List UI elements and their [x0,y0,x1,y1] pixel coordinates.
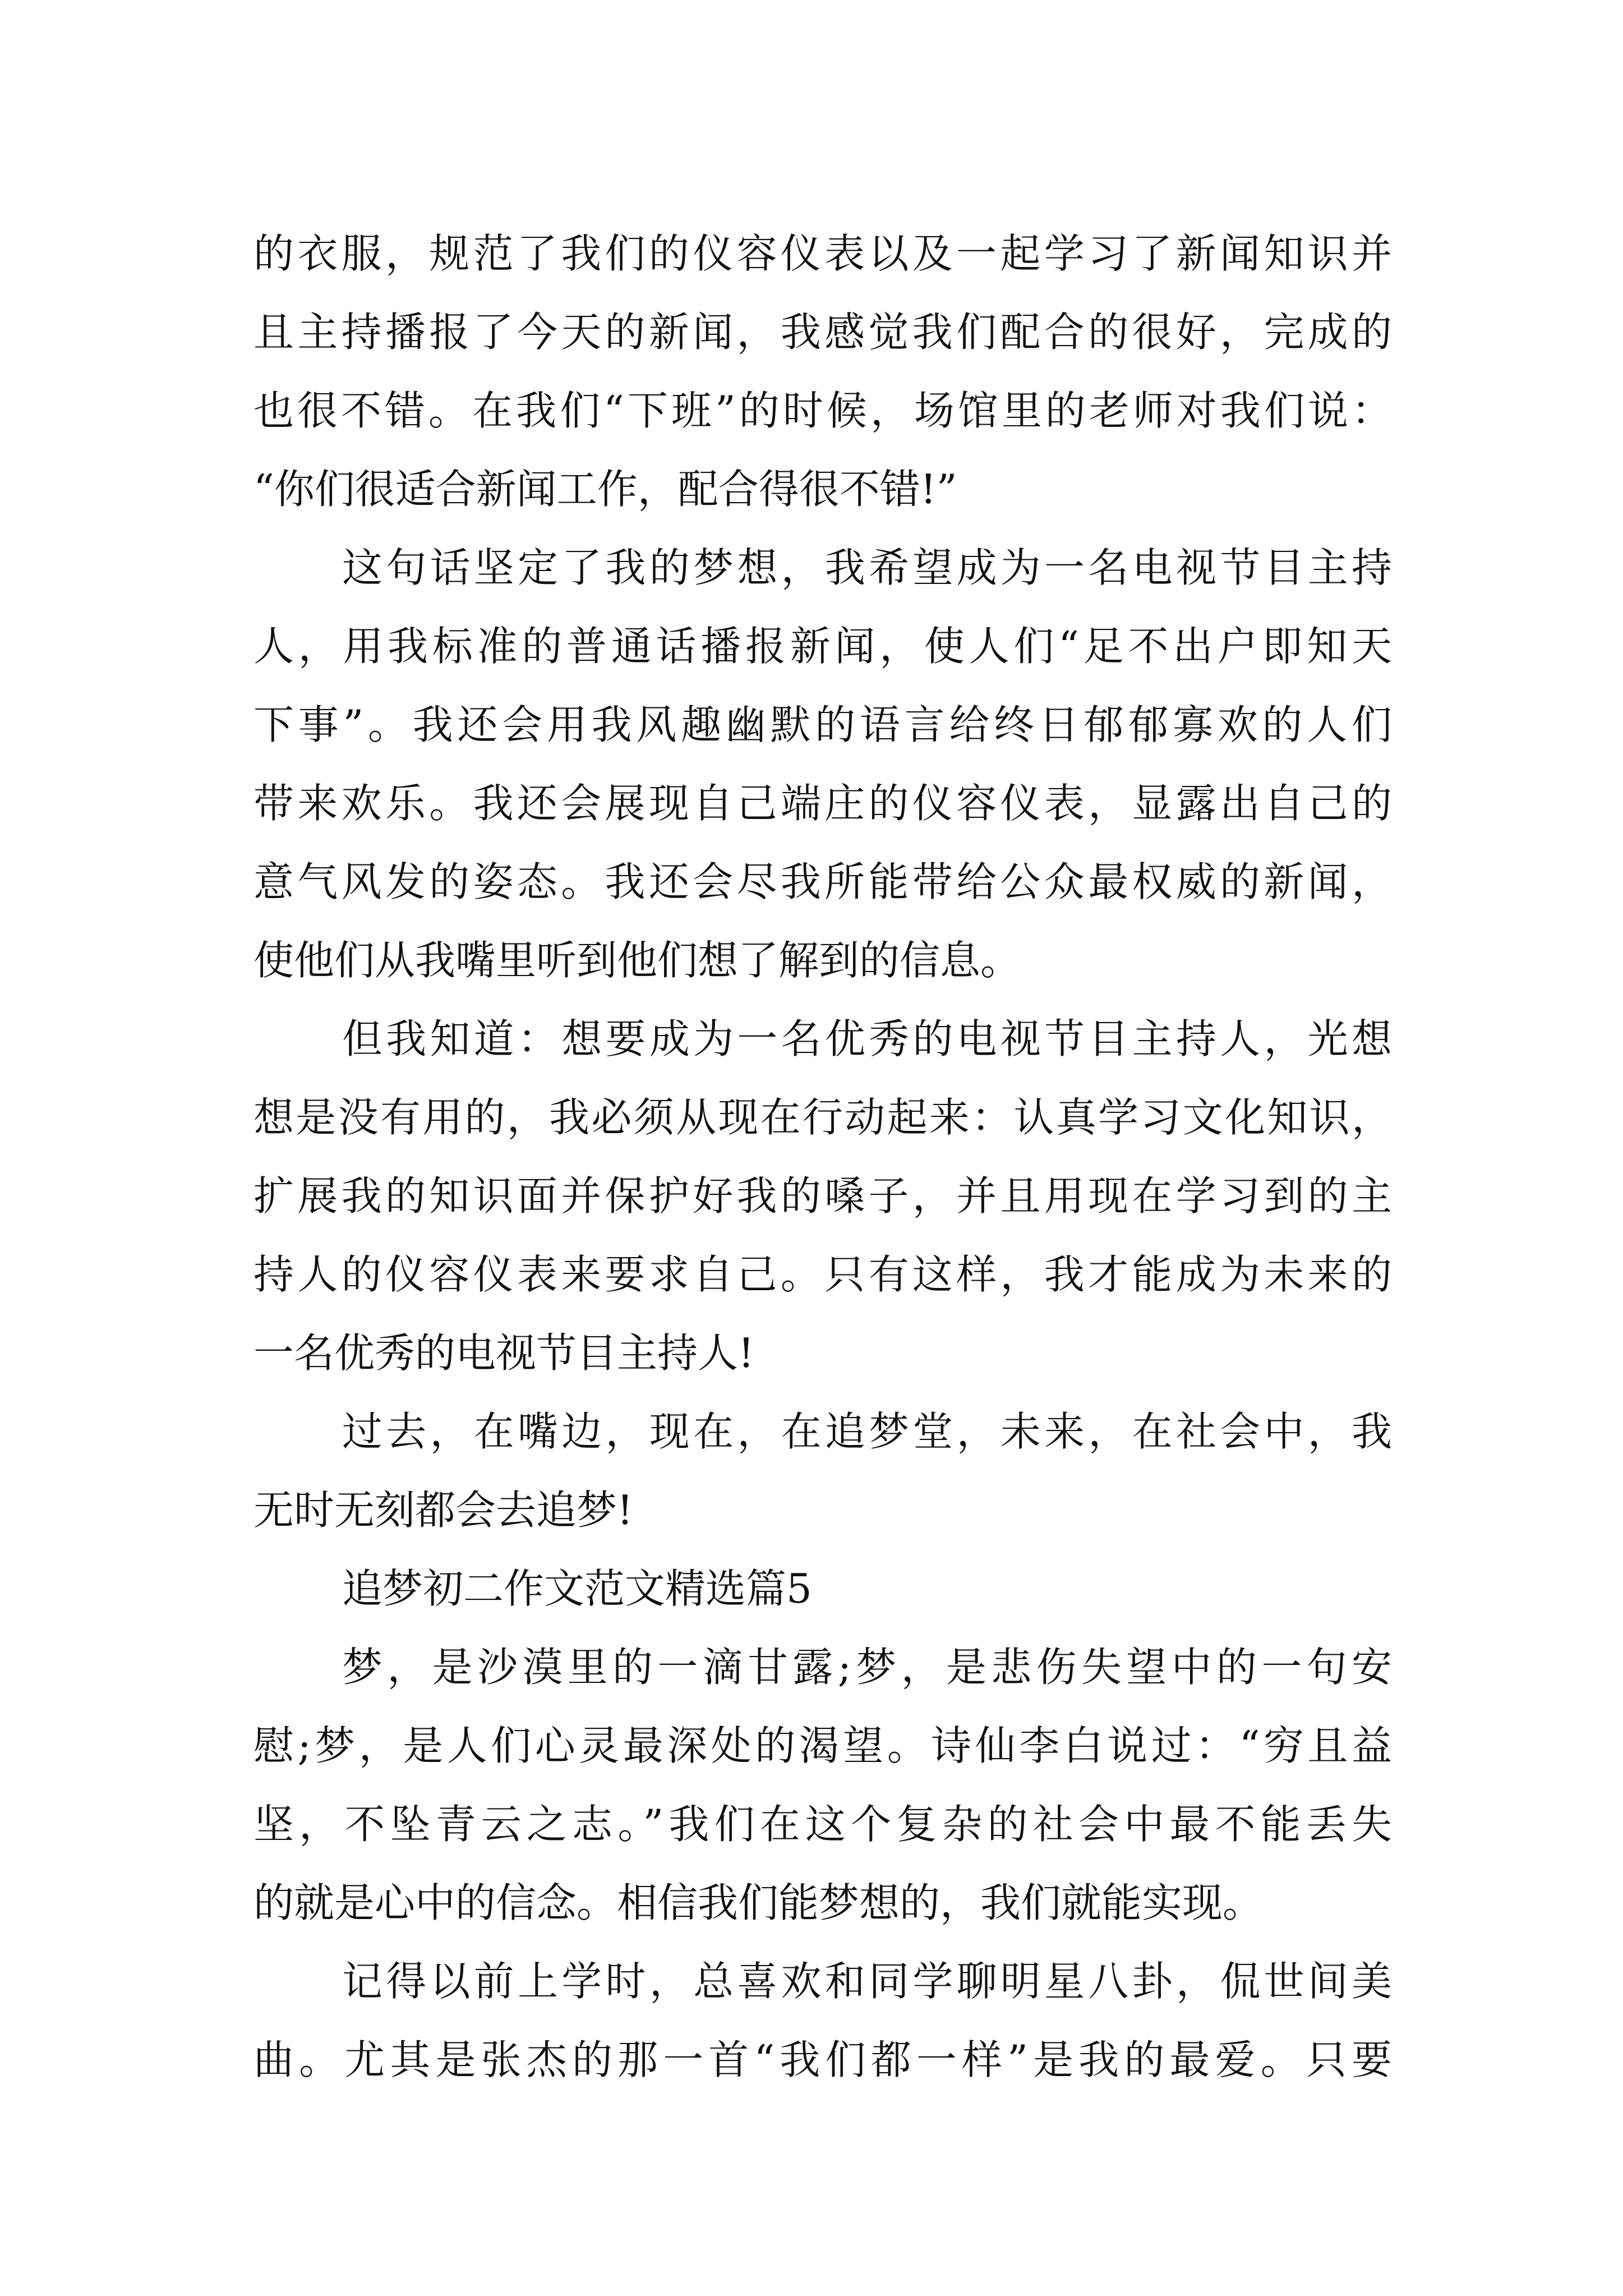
text-line: 慰;梦，是人们心灵最深处的渴望。诗仙李白说过：“穷且益 [253,1722,1392,1769]
section-heading: 追梦初二作文范文精选篇5 [342,1565,812,1612]
text-line: 带来欢乐。我还会展现自己端庄的仪容仪表，显露出自己的 [253,780,1392,827]
text-line: “你们很适合新闻工作，配合得很不错!” [253,466,957,513]
text-line: 持人的仪容仪表来要求自己。只有这样，我才能成为未来的 [253,1251,1392,1298]
text-line: 过去，在嘴边，现在，在追梦堂，未来，在社会中，我 [342,1408,1392,1455]
text-line: 记得以前上学时，总喜欢和同学聊明星八卦，侃世间美 [342,1958,1392,2005]
text-line: 一名优秀的电视节目主持人! [253,1329,754,1377]
text-line: 梦，是沙漠里的一滴甘露;梦，是悲伤失望中的一句安 [342,1644,1392,1691]
text-line: 扩展我的知识面并保护好我的嗓子，并且用现在学习到的主 [253,1172,1392,1220]
text-line: 意气风发的姿态。我还会尽我所能带给公众最权威的新闻， [253,858,1392,905]
text-line: 人，用我标准的普通话播报新闻，使人们“足不出户即知天 [253,623,1392,670]
text-line: 且主持播报了今天的新闻，我感觉我们配合的很好，完成的 [253,309,1392,356]
text-line: 曲。尤其是张杰的那一首“我们都一样”是我的最爱。只要 [253,2036,1392,2083]
text-line: 想是没有用的，我必须从现在行动起来：认真学习文化知识， [253,1094,1392,1141]
text-line: 的衣服，规范了我们的仪容仪表以及一起学习了新闻知识并 [253,230,1392,277]
text-line: 无时无刻都会去追梦! [253,1487,633,1534]
text-line: 这句话坚定了我的梦想，我希望成为一名电视节目主持 [342,544,1392,591]
text-line: 也很不错。在我们“下班”的时候，场馆里的老师对我们说： [253,387,1392,434]
document-body [253,214,1392,2099]
text-line: 但我知道：想要成为一名优秀的电视节目主持人，光想 [342,1015,1392,1062]
text-line: 下事”。我还会用我风趣幽默的语言给终日郁郁寡欢的人们 [253,701,1392,748]
text-line: 使他们从我嘴里听到他们想了解到的信息。 [253,937,1021,984]
text-line: 坚，不坠青云之志。”我们在这个复杂的社会中最不能丢失 [253,1801,1392,1848]
text-line: 的就是心中的信念。相信我们能梦想的，我们就能实现。 [253,1879,1264,1926]
